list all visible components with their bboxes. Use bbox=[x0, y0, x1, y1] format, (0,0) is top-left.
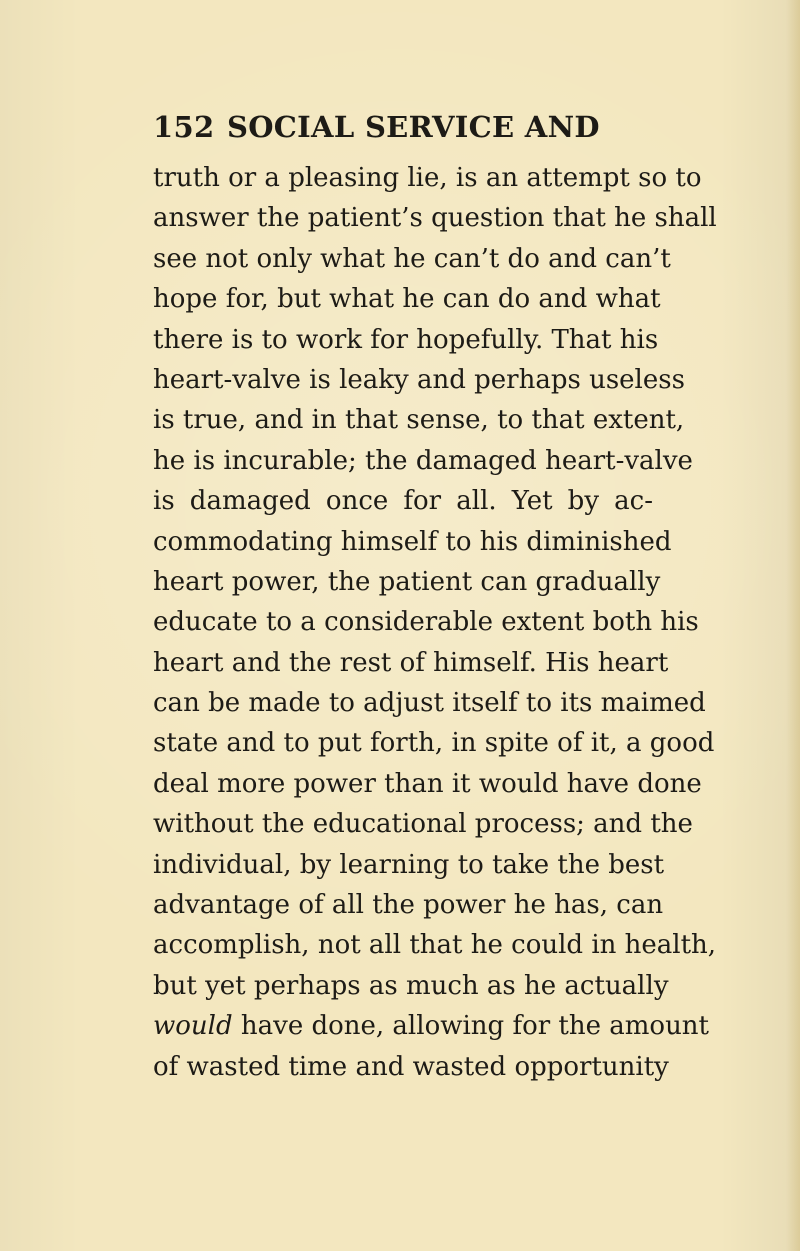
text-line-15: state and to put forth, in spite of it, a good bbox=[153, 728, 715, 759]
text-line-12: educate to a considerable extent both his bbox=[153, 607, 699, 638]
text-line-22-rest: have done, allowing for the amount bbox=[240, 1011, 710, 1042]
text-line-10: commodating himself to his diminished bbox=[153, 526, 672, 557]
text-line-1: truth or a pleasing lie, is an attempt so to bbox=[153, 163, 702, 193]
running-title: SOCIAL SERVICE AND bbox=[227, 110, 600, 144]
text-line-11: heart power, the patient can gradually bbox=[153, 566, 661, 597]
text-line-5: there is to work for hopefully. That his bbox=[153, 324, 659, 355]
italic-word: would bbox=[153, 1011, 233, 1042]
running-header bbox=[153, 110, 673, 150]
text-line-17: without the educational process; and the bbox=[153, 809, 693, 840]
text-line-8: he is incurable; the damaged heart-valve bbox=[153, 445, 693, 476]
text-line-13: heart and the rest of himself. His heart bbox=[153, 647, 669, 678]
text-line-9: is damaged once for all. Yet by ac- bbox=[153, 486, 653, 517]
page-number: 152 bbox=[153, 110, 215, 144]
text-line-19: advantage of all the power he has, can bbox=[153, 890, 664, 921]
text-line-16: deal more power than it would have done bbox=[153, 768, 702, 799]
text-line-14: can be made to adjust itself to its maimed bbox=[153, 688, 706, 719]
body-text bbox=[153, 158, 717, 1087]
text-line-20: accomplish, not all that he could in health, bbox=[153, 930, 717, 961]
text-line-18: individual, by learning to take the best bbox=[153, 849, 665, 880]
text-line-3: see not only what he can’t do and can’t bbox=[153, 243, 671, 274]
text-line-23: of wasted time and wasted opportunity bbox=[153, 1051, 669, 1082]
text-line-22 bbox=[153, 1006, 710, 1046]
text-line-21: but yet perhaps as much as he actually bbox=[153, 970, 669, 1001]
text-line-2: answer the patient’s question that he shall bbox=[153, 203, 717, 234]
text-line-4: hope for, but what he can do and what bbox=[153, 284, 661, 315]
text-line-6: heart-valve is leaky and perhaps useless bbox=[153, 364, 685, 395]
page-edge-shadow bbox=[786, 0, 800, 1251]
text-line-7: is true, and in that sense, to that extent, bbox=[153, 405, 685, 436]
